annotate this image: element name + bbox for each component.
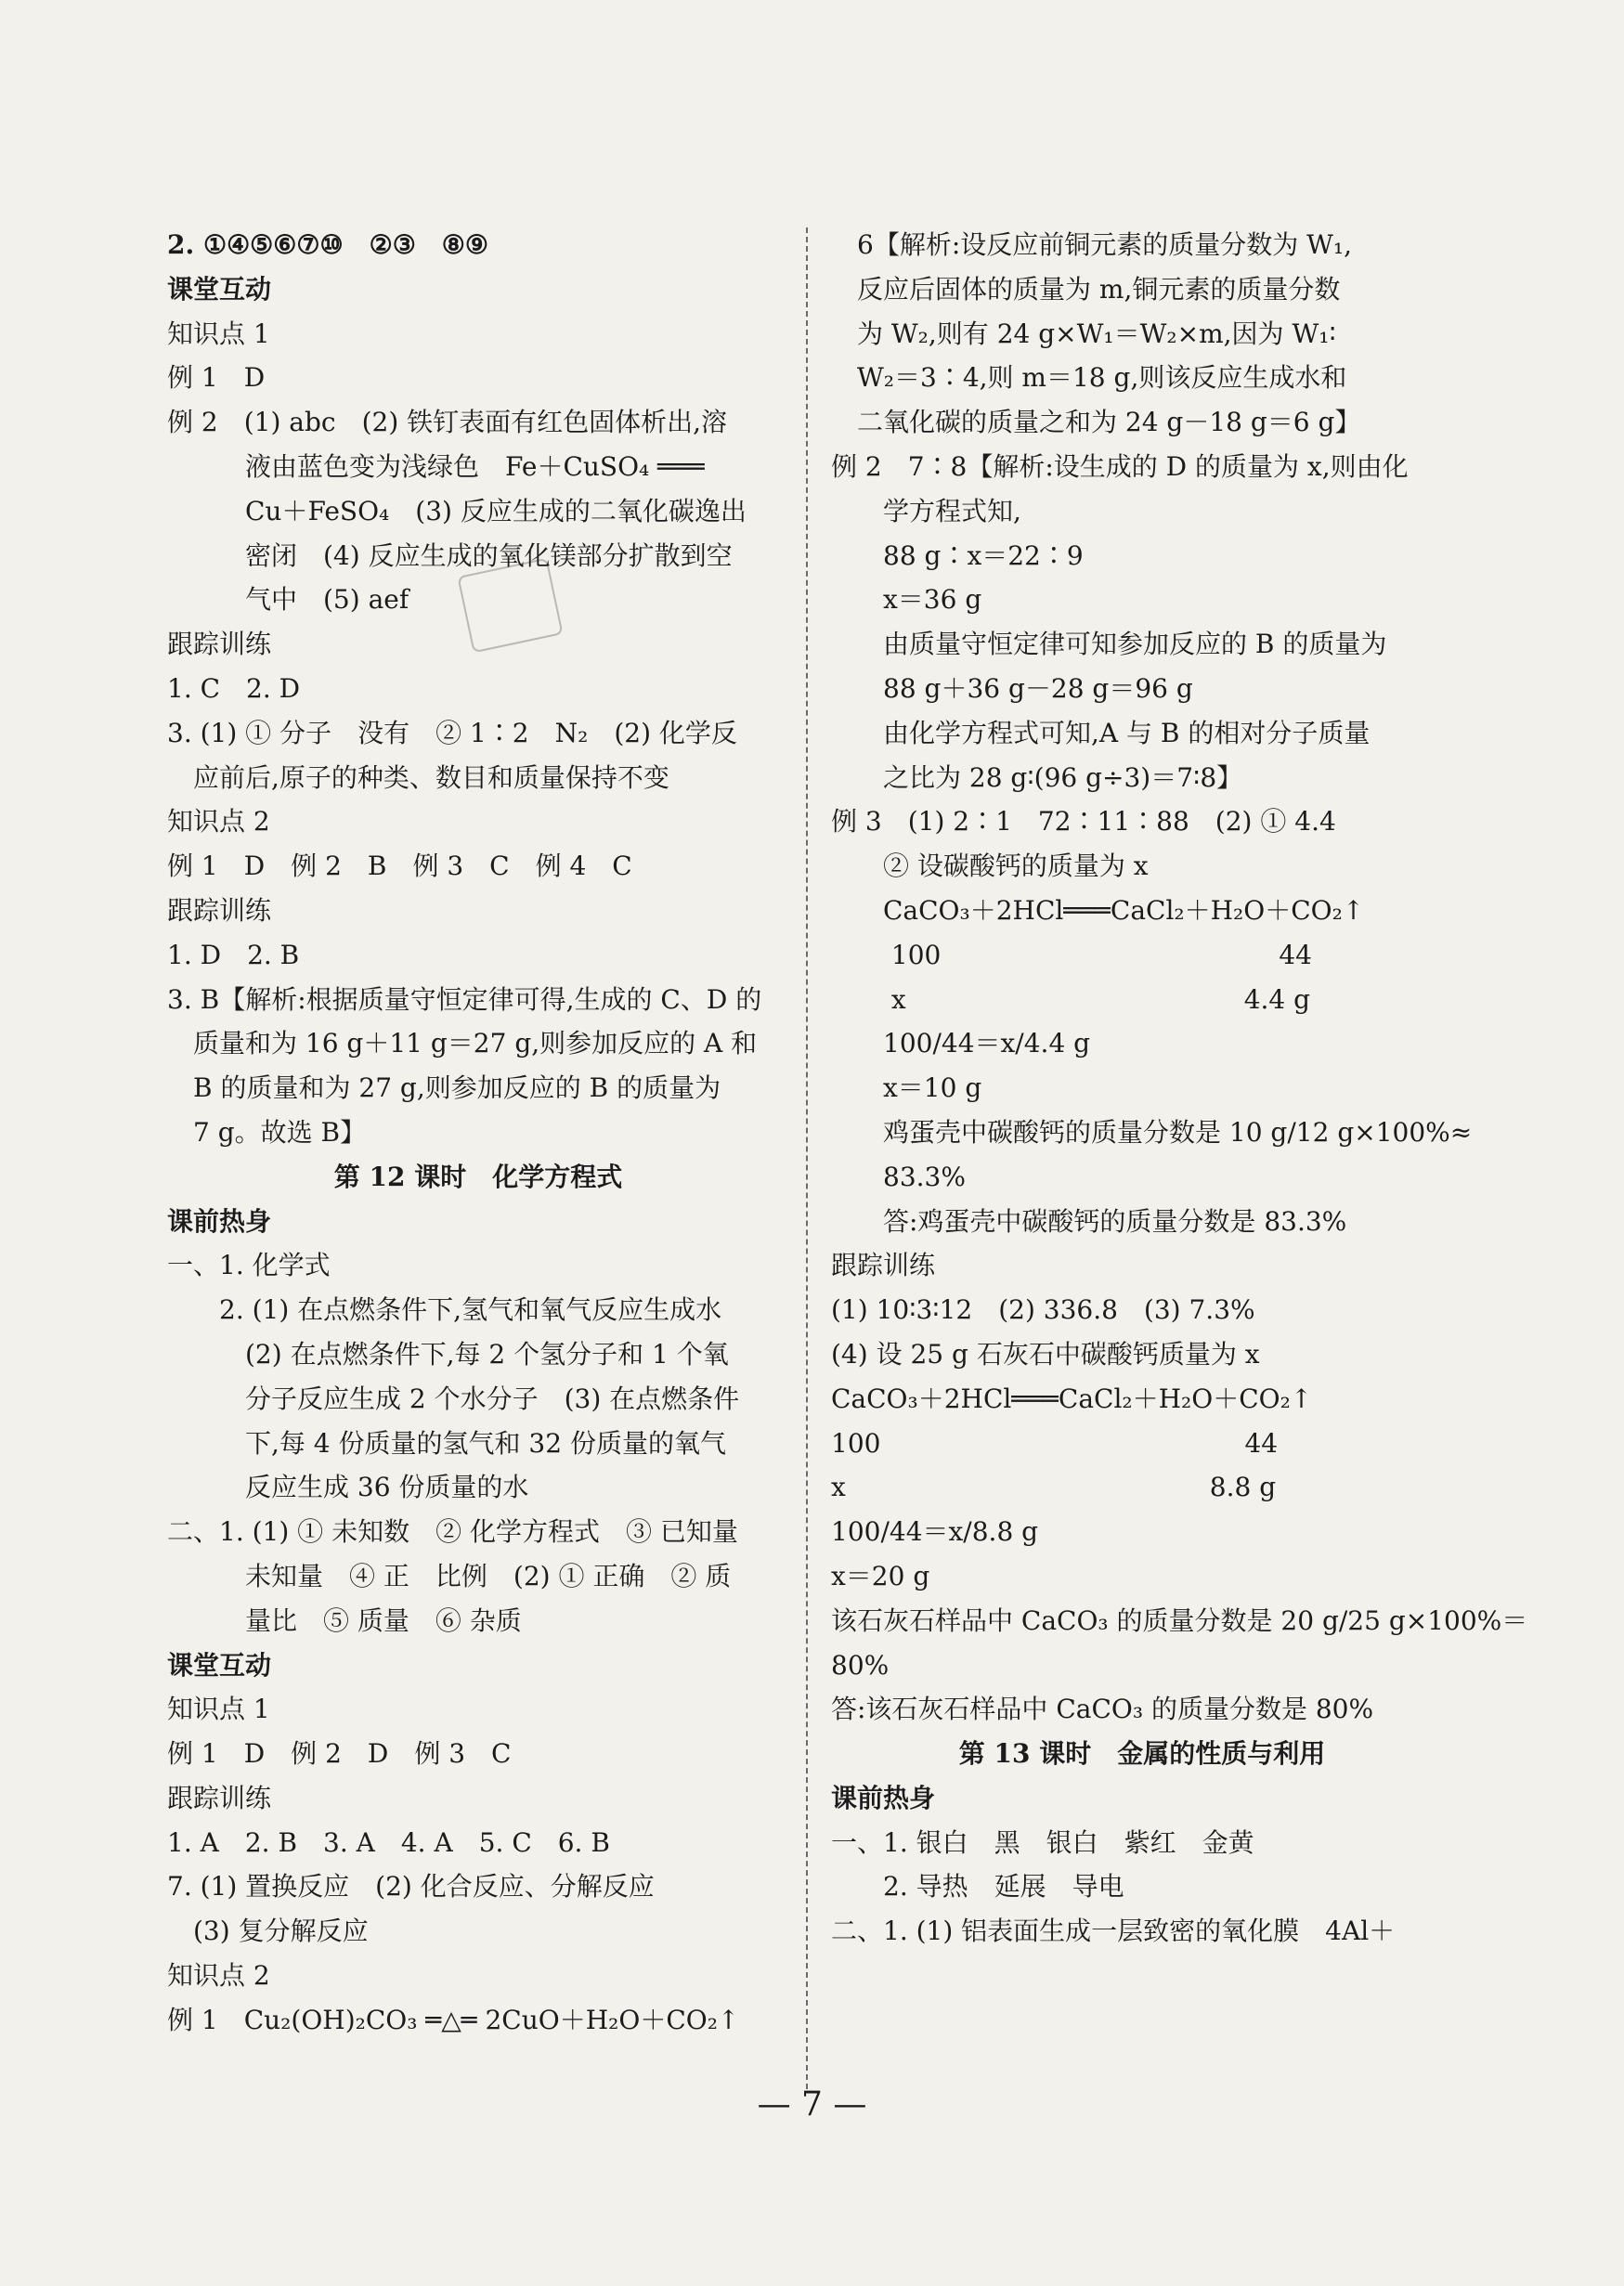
page-number: — 7 — — [757, 2085, 867, 2124]
left-column — [167, 223, 789, 2043]
text-line: x 4.4 g — [831, 983, 1311, 1015]
text-line: 应前后,原子的种类、数目和质量保持不变 — [167, 761, 669, 793]
text-line: 100/44＝x/4.4 g — [831, 1028, 1091, 1059]
section-heading: 第 13 课时 金属的性质与利用 — [958, 1738, 1326, 1770]
column-divider — [806, 227, 808, 2089]
text-line: 1. D 2. B — [167, 939, 300, 970]
text-line: 一、1. 化学式 — [167, 1250, 331, 1281]
text-line: 例 1 D 例 2 B 例 3 C 例 4 C — [167, 851, 632, 882]
text-line: 分子反应生成 2 个水分子 (3) 在点燃条件 — [167, 1383, 740, 1414]
text-line: 跟踪训练 — [167, 1782, 272, 1813]
text-line: 3. B【解析:根据质量守恒定律可得,生成的 C、D 的 — [167, 983, 762, 1015]
text-line: 知识点 1 — [167, 1694, 270, 1725]
text-line: 之比为 28 g∶(96 g÷3)＝7∶8】 — [831, 761, 1243, 793]
text-line: 答:鸡蛋壳中碳酸钙的质量分数是 83.3% — [831, 1205, 1347, 1237]
text-line: 3. (1) ① 分子 没有 ② 1∶2 N₂ (2) 化学反 — [167, 717, 737, 748]
text-line: B 的质量和为 27 g,则参加反应的 B 的质量为 — [167, 1072, 721, 1104]
text-line: (1) 10∶3∶12 (2) 336.8 (3) 7.3% — [831, 1294, 1255, 1326]
text-line: 液由蓝色变为浅绿色 Fe＋CuSO₄ ═══ — [167, 450, 705, 482]
text-line: 1. C 2. D — [167, 672, 301, 704]
text-line: 例 1 D 例 2 D 例 3 C — [167, 1738, 512, 1770]
subsection-heading: 课堂互动 — [167, 1649, 272, 1681]
text-line: 下,每 4 份质量的氢气和 32 份质量的氧气 — [167, 1427, 726, 1459]
section-heading: 第 12 课时 化学方程式 — [333, 1161, 623, 1192]
text-line: 一、1. 银白 黑 银白 紫红 金黄 — [831, 1826, 1254, 1858]
text-line: W₂＝3∶4,则 m＝18 g,则该反应生成水和 — [831, 362, 1347, 394]
text-line: 为 W₂,则有 24 g×W₁＝W₂×m,因为 W₁∶ — [831, 318, 1336, 349]
text-line: 80% — [831, 1649, 890, 1681]
text-line: ② 设碳酸钙的质量为 x — [831, 851, 1149, 882]
text-line: 由化学方程式可知,A 与 B 的相对分子质量 — [831, 717, 1371, 748]
text-line: 答:该石灰石样品中 CaCO₃ 的质量分数是 80% — [831, 1694, 1374, 1725]
text-line: 该石灰石样品中 CaCO₃ 的质量分数是 20 g/25 g×100%＝ — [831, 1604, 1528, 1636]
text-line: 质量和为 16 g＋11 g＝27 g,则参加反应的 A 和 — [167, 1028, 758, 1059]
text-line: 知识点 2 — [167, 806, 270, 838]
text-line: 由质量守恒定律可知参加反应的 B 的质量为 — [831, 629, 1387, 660]
text-line: 知识点 2 — [167, 1960, 270, 1992]
text-line: 例 2 7∶8【解析:设生成的 D 的质量为 x,则由化 — [831, 450, 1409, 482]
text-line: 7. (1) 置换反应 (2) 化合反应、分解反应 — [167, 1871, 655, 1903]
text-line: 跟踪训练 — [831, 1250, 936, 1281]
text-line: 未知量 ④ 正 比例 (2) ① 正确 ② 质 — [167, 1560, 732, 1591]
subsection-heading: 课前热身 — [167, 1205, 272, 1237]
text-line: (4) 设 25 g 石灰石中碳酸钙质量为 x — [831, 1338, 1260, 1370]
text-line: (3) 复分解反应 — [167, 1916, 369, 1947]
text-line: 学方程式知, — [831, 495, 1021, 526]
text-line: Cu＋FeSO₄ (3) 反应生成的二氧化碳逸出 — [167, 495, 747, 526]
text-line: 1. A 2. B 3. A 4. A 5. C 6. B — [167, 1826, 610, 1858]
text-line: 密闭 (4) 反应生成的氧化镁部分扩散到空 — [167, 539, 733, 571]
text-line: 跟踪训练 — [167, 894, 272, 926]
text-line: x＝20 g — [831, 1560, 930, 1591]
text-line: CaCO₃＋2HCl═══CaCl₂＋H₂O＋CO₂↑ — [831, 894, 1365, 926]
right-column — [831, 223, 1528, 1954]
text-line: CaCO₃＋2HCl═══CaCl₂＋H₂O＋CO₂↑ — [831, 1383, 1313, 1414]
text-line: 跟踪训练 — [167, 629, 272, 660]
text-line: x 8.8 g — [831, 1472, 1277, 1503]
text-line: 鸡蛋壳中碳酸钙的质量分数是 10 g/12 g×100%≈ — [831, 1116, 1473, 1148]
text-line: (2) 在点燃条件下,每 2 个氢分子和 1 个氧 — [167, 1338, 729, 1370]
text-line: 二、1. (1) 铝表面生成一层致密的氧化膜 4Al＋ — [831, 1916, 1396, 1947]
text-line: 二、1. (1) ① 未知数 ② 化学方程式 ③ 已知量 — [167, 1516, 738, 1548]
text-line: 反应生成 36 份质量的水 — [167, 1472, 529, 1503]
text-line: 88 g∶x＝22∶9 — [831, 539, 1084, 571]
text-line: 6【解析:设反应前铜元素的质量分数为 W₁, — [831, 229, 1353, 260]
text-line: 二氧化碳的质量之和为 24 g－18 g＝6 g】 — [831, 407, 1361, 438]
text-line: 例 1 D — [167, 362, 266, 394]
text-line: 100 44 — [831, 1427, 1279, 1459]
text-line: 88 g＋36 g－28 g＝96 g — [831, 672, 1193, 704]
text-line: 2. 导热 延展 导电 — [831, 1871, 1124, 1903]
text-line: 气中 (5) aef — [167, 584, 409, 616]
text-line: 量比 ⑤ 质量 ⑥ 杂质 — [167, 1604, 522, 1636]
text-line: 2. (1) 在点燃条件下,氢气和氧气反应生成水 — [167, 1294, 722, 1326]
text-line: 反应后固体的质量为 m,铜元素的质量分数 — [831, 273, 1341, 305]
text-line: x＝10 g — [831, 1072, 982, 1104]
text-line: 100/44＝x/8.8 g — [831, 1516, 1039, 1548]
text-line: 100 44 — [831, 939, 1312, 970]
subsection-heading: 课堂互动 — [167, 273, 272, 305]
text-line: 例 2 (1) abc (2) 铁钉表面有红色固体析出,溶 — [167, 407, 728, 438]
text-line: 83.3% — [831, 1161, 966, 1192]
text-line: 7 g。故选 B】 — [167, 1116, 367, 1148]
subsection-heading: 课前热身 — [831, 1782, 936, 1813]
subsection-heading: 2. ①④⑤⑥⑦⑩ ②③ ⑧⑨ — [167, 229, 488, 260]
text-line: 例 3 (1) 2∶1 72∶11∶88 (2) ① 4.4 — [831, 806, 1336, 838]
text-line: 知识点 1 — [167, 318, 270, 349]
text-line: 例 1 Cu₂(OH)₂CO₃ ═△═ 2CuO＋H₂O＋CO₂↑ — [167, 2004, 740, 2035]
text-line: x＝36 g — [831, 584, 982, 616]
